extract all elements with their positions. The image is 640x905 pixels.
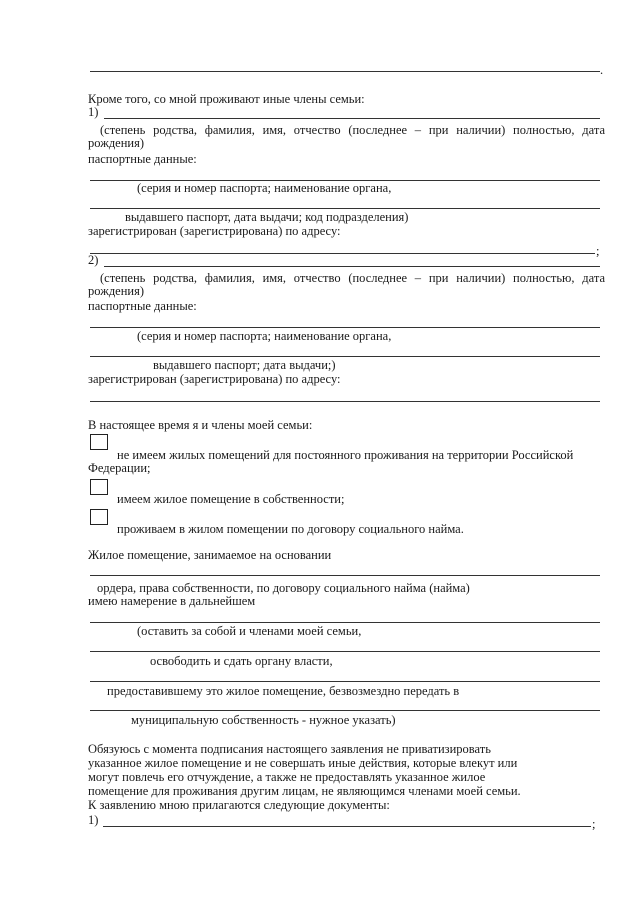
- member2-registered-label: зарегистрирован (зарегистрирована) по адресу:: [88, 372, 341, 386]
- option1-checkbox[interactable]: [90, 434, 108, 450]
- member1-passport-caption2: выдавшего паспорт, дата выдачи; код подразделения): [125, 210, 409, 224]
- member1-registered-label: зарегистрирован (зарегистрирована) по адресу:: [88, 224, 341, 238]
- housing-intent-line4[interactable]: [90, 710, 600, 711]
- attachment1-number: 1): [88, 813, 99, 827]
- housing-intent-line2[interactable]: [90, 651, 600, 652]
- member1-caption: (степень родства, фамилия, имя, отчество (последнее – при наличии) полностью, дата: [100, 123, 605, 137]
- member2-passport-caption2: выдавшего паспорт; дата выдачи;): [153, 358, 336, 372]
- obligation-line2: указанное жилое помещение и не совершать иные действия, которые влекут или: [88, 756, 518, 770]
- member1-address-line[interactable]: [90, 253, 595, 254]
- member2-number: 2): [88, 253, 99, 267]
- top-fill-line: [90, 71, 600, 72]
- member2-address-line[interactable]: [90, 401, 600, 402]
- housing-basis-caption: ордера, права собственности, по договору социального найма (найма): [97, 581, 470, 595]
- top-line-dot: .: [600, 63, 604, 77]
- housing-intent-label: имею намерение в дальнейшем: [88, 594, 256, 608]
- member2-caption-cont: рождения): [88, 284, 145, 298]
- obligation-line4: помещение для проживания другим лицам, не являющимся членами моей семьи.: [88, 784, 521, 798]
- attachment1-end-mark: ;: [592, 817, 596, 831]
- housing-intent-line1[interactable]: [90, 622, 600, 623]
- member1-end-mark: ;: [596, 244, 600, 258]
- member1-passport-line2[interactable]: [90, 208, 600, 209]
- member1-number: 1): [88, 105, 99, 119]
- attachment1-line[interactable]: [103, 826, 591, 827]
- status-heading: В настоящее время я и члены моей семьи:: [88, 418, 313, 432]
- option2-text: имеем жилое помещение в собственности;: [117, 492, 345, 506]
- member2-passport-label: паспортные данные:: [88, 299, 197, 313]
- member2-caption: (степень родства, фамилия, имя, отчество (последнее – при наличии) полностью, дата: [100, 271, 605, 285]
- member2-passport-line1[interactable]: [90, 327, 600, 328]
- obligation-line1: Обязуюсь с момента подписания настоящего заявления не приватизировать: [88, 742, 491, 756]
- option1-text-cont: Федерации;: [88, 461, 151, 475]
- member2-passport-line2[interactable]: [90, 356, 600, 357]
- option1-text: не имеем жилых помещений для постоянного проживания на территории Российской: [117, 448, 574, 462]
- option3-text: проживаем в жилом помещении по договору социального найма.: [117, 522, 464, 536]
- housing-intent-line3[interactable]: [90, 681, 600, 682]
- housing-option2: освободить и сдать органу власти,: [150, 654, 333, 668]
- option2-checkbox[interactable]: [90, 479, 108, 495]
- housing-basis-line[interactable]: [90, 575, 600, 576]
- member2-passport-caption1: (серия и номер паспорта; наименование органа,: [137, 329, 392, 343]
- intro-text: Кроме того, со мной проживают иные члены семьи:: [88, 92, 365, 106]
- member1-passport-caption1: (серия и номер паспорта; наименование органа,: [137, 181, 392, 195]
- obligation-line3: могут повлечь его отчуждение, а также не предоставлять указанное жилое: [88, 770, 486, 784]
- attachments-label: К заявлению мною прилагаются следующие документы:: [88, 798, 390, 812]
- member1-caption-cont: рождения): [88, 136, 145, 150]
- housing-option4: муниципальную собственность - нужное указать): [131, 713, 396, 727]
- option3-checkbox[interactable]: [90, 509, 108, 525]
- member2-name-line[interactable]: [104, 266, 600, 267]
- member1-name-line[interactable]: [104, 118, 600, 119]
- housing-basis-label: Жилое помещение, занимаемое на основании: [88, 548, 332, 562]
- housing-option3: предоставившему это жилое помещение, безвозмездно передать в: [107, 684, 460, 698]
- member1-passport-label: паспортные данные:: [88, 152, 197, 166]
- housing-option1: (оставить за собой и членами моей семьи,: [137, 624, 362, 638]
